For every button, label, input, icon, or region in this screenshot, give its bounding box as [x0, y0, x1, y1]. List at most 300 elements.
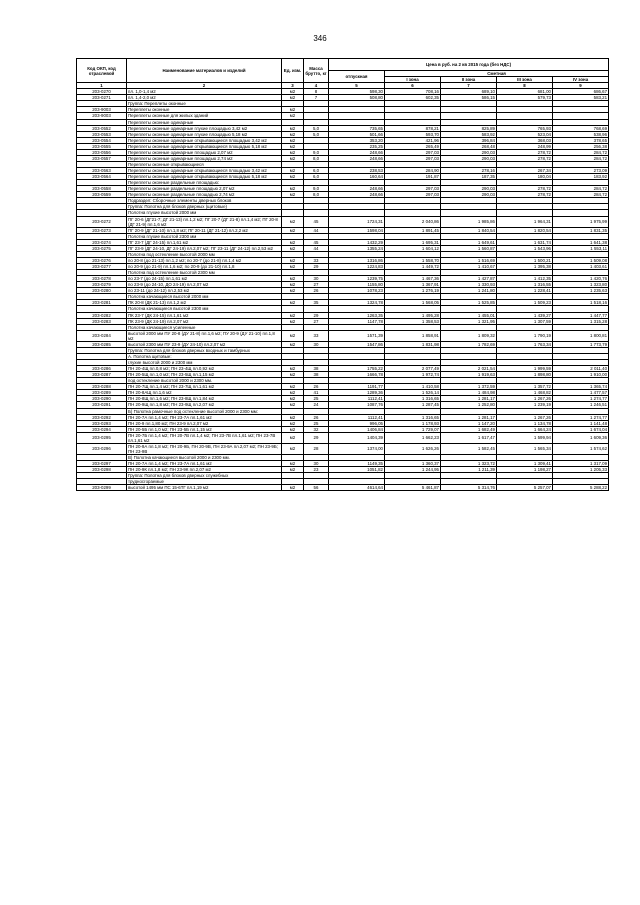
cell-zone-3: 278,72 — [497, 186, 553, 192]
cell-zone-1: 297,03 — [385, 149, 441, 155]
cell-zone-1: 1 244,95 — [385, 467, 441, 473]
cell-mass: 7 — [304, 95, 329, 101]
cell-name: ПН 20-7Щ пл.1,4 м2; ПН 23-7Щ пл.1,61 м2 — [127, 384, 282, 390]
cell-mass: 44 — [304, 245, 329, 251]
cell-zone-4: 284,72 — [553, 186, 609, 192]
cell-otpusknaya: 1051,82 — [329, 467, 385, 473]
cell-zone-1: 1 495,28 — [385, 312, 441, 318]
cell-zone-2: 290,03 — [441, 192, 497, 198]
cell-unit: м2 — [282, 420, 304, 426]
cell-zone-2: 1 840,54 — [441, 227, 497, 233]
cell-zone-1: 297,03 — [385, 155, 441, 161]
cell-zone-2: 5 314,76 — [441, 485, 497, 491]
cell-code: 203-0552 — [77, 125, 127, 131]
cell-unit: м2 — [282, 402, 304, 408]
cell-zone-3: 1 395,38 — [497, 264, 553, 270]
cell-name: Группа: Полотна для блоков дверных служебных — [127, 473, 282, 479]
cell-code: 203-0293 — [77, 420, 127, 426]
cell-mass: 45 — [304, 239, 329, 245]
cell-zone-4: 1 141,48 — [553, 420, 609, 426]
cell-code: 203-0555 — [77, 143, 127, 149]
cell-name: ПН 20-7А пл.1,4 м2; ПН 23-7А пл.1,61 м2 — [127, 414, 282, 420]
cell-zone-1: 1 316,65 — [385, 396, 441, 402]
cell-zone-4: 1 274,77 — [553, 414, 609, 420]
cell-name: ПГ 23-7 (ДГ 24-15) пл.1,61 м2 — [127, 239, 282, 245]
cell-zone-4: 538,96 — [553, 131, 609, 137]
cell-unit: м2 — [282, 113, 304, 119]
cell-zone-3: 1 316,55 — [497, 282, 553, 288]
cell-zone-2: 290,03 — [441, 155, 497, 161]
cell-unit: м2 — [282, 149, 304, 155]
cell-otpusknaya: 1112,41 — [329, 414, 385, 420]
cell-zone-2: 1 281,17 — [441, 396, 497, 402]
cell-zone-3: 1 543,96 — [497, 245, 553, 251]
cell-zone-2: 1 617,47 — [441, 432, 497, 443]
cell-zone-4: 284,72 — [553, 149, 609, 155]
cell-zone-3: 278,72 — [497, 192, 553, 198]
cell-name: ПК 20-8 (ДК 21-13) пл.1,2 м2 — [127, 300, 282, 306]
cell-name: глухие высотой 2000 и 2300 мм — [127, 360, 282, 366]
cell-code: 203-0289 — [77, 390, 127, 396]
cell-unit: м2 — [282, 288, 304, 294]
cell-zone-3: 1 307,59 — [497, 318, 553, 324]
cell-unit: м2 — [282, 330, 304, 341]
cell-otpusknaya: 1239,75 — [329, 276, 385, 282]
cell-name: В) Полотна качающиеся высотой 2000 и 2300 мм. — [127, 455, 282, 461]
cell-zone-1: 1 891,45 — [385, 227, 441, 233]
cell-zone-3: 1 357,72 — [497, 384, 553, 390]
cell-zone-1: 602,35 — [385, 95, 441, 101]
cell-zone-2: 268,48 — [441, 143, 497, 149]
cell-zone-4: 1 518,16 — [553, 300, 609, 306]
cell-otpusknaya: 1355,24 — [329, 245, 385, 251]
cell-otpusknaya: 1191,77 — [329, 384, 385, 390]
cell-zone-1: 593,70 — [385, 131, 441, 137]
cell-code: 203-0275 — [77, 245, 127, 251]
column-number: 7 — [441, 83, 497, 89]
cell-name: под остекление высотой 2000 и 2300 мм. — [127, 378, 282, 384]
cell-code: 203-0272 — [77, 216, 127, 227]
cell-code: 203-0273 — [77, 227, 127, 233]
cell-otpusknaya: 735,65 — [329, 125, 385, 131]
cell-zone-4: 273,09 — [553, 168, 609, 174]
cell-zone-1: 1 526,14 — [385, 390, 441, 396]
cell-mass: 23 — [304, 467, 329, 473]
cell-zone-4: 768,69 — [553, 125, 609, 131]
cell-unit: м2 — [282, 168, 304, 174]
cell-unit: м2 — [282, 257, 304, 263]
cell-name: ПН 20-5Щ пл.1,0 м2; ПН 23-5Щ пл.1,15 м2 — [127, 372, 282, 378]
column-number: 4 — [304, 83, 329, 89]
cell-zone-4: 1 910,00 — [553, 372, 609, 378]
cell-zone-1: 191,87 — [385, 174, 441, 180]
cell-zone-3: 1 439,27 — [497, 312, 553, 318]
column-number: 3 — [282, 83, 304, 89]
table-row — [77, 485, 609, 491]
cell-name: ПГ 20-6 (ДГ21-7; ДГ 21-13) пл.1,2 м2; ПГ 20-7 (ДГ 21-8) пл.1,4 м2; ПГ 20-8 (ДГ 21-9) пл.1,6 м2 — [127, 216, 282, 227]
cell-zone-1: 1 367,91 — [385, 282, 441, 288]
cell-otpusknaya: 1149,35 — [329, 461, 385, 467]
cell-zone-2: 586,15 — [441, 95, 497, 101]
cell-name: ПГ 23-9 (ДГ 24-10, ДГ 24-19) пл.2,07 м2; ПГ 23-11 (ДГ 24-12) пл.2,53 м2 — [127, 245, 282, 251]
cell-name: по 20-9 (до 21-9) пл.1,6 м2; по 20-9 (до 21-10) пл.1,8 — [127, 264, 282, 270]
cell-code: 203-0276 — [77, 257, 127, 263]
cell-zone-1: 1 858,91 — [385, 330, 441, 341]
cell-code: 203-0296 — [77, 443, 127, 454]
cell-unit: м2 — [282, 264, 304, 270]
cell-name: пл. 1,4-2,0 м2 — [127, 95, 282, 101]
cell-zone-1: 1 287,45 — [385, 402, 441, 408]
cell-zone-2: 1 782,69 — [441, 341, 497, 347]
header-smetnaya: Сметная — [385, 71, 609, 77]
cell-unit: м2 — [282, 186, 304, 192]
cell-unit: м2 — [282, 216, 304, 227]
cell-zone-4: 2 011,40 — [553, 366, 609, 372]
cell-unit: м2 — [282, 107, 304, 113]
cell-mass: 33 — [304, 330, 329, 341]
cell-code: 203-0274 — [77, 239, 127, 245]
cell-name: Переплеты оконные одинарные площадью 2,74 м2 — [127, 155, 282, 161]
cell-otpusknaya: 1571,39 — [329, 330, 385, 341]
cell-zone-1: 1 972,74 — [385, 372, 441, 378]
cell-zone-4: 1 317,09 — [553, 461, 609, 467]
cell-code: 203-0279 — [77, 282, 127, 288]
cell-zone-3: 1 267,26 — [497, 396, 553, 402]
cell-otpusknaya: 1087,76 — [329, 402, 385, 408]
cell-name: пл. 1,0-1,4 м2 — [127, 89, 282, 95]
header-name: Наименование материалов и изделий — [127, 59, 282, 83]
cell-zone-2: 1 281,17 — [441, 414, 497, 420]
cell-zone-4: 5 288,22 — [553, 485, 609, 491]
cell-otpusknaya: 248,66 — [329, 186, 385, 192]
cell-code: 203-0284 — [77, 330, 127, 341]
cell-mass: 38 — [304, 366, 329, 372]
cell-code: 203-0559 — [77, 192, 127, 198]
cell-zone-3: 1 763,34 — [497, 341, 553, 347]
cell-otpusknaya: 1224,83 — [329, 264, 385, 270]
cell-zone-4: 1 235,63 — [553, 288, 609, 294]
cell-code: 203-0282 — [77, 312, 127, 318]
cell-name: Полотна качающиеся усиленные — [127, 324, 282, 330]
cell-zone-3: 1 134,78 — [497, 420, 553, 426]
cell-zone-1: 1 568,05 — [385, 300, 441, 306]
cell-zone-1: 1 626,26 — [385, 443, 441, 454]
cell-name: Переплеты оконные одинарные глухие площадью 3,42 м2 — [127, 125, 282, 131]
cell-otpusknaya: 1432,29 — [329, 239, 385, 245]
cell-zone-1: 1 558,70 — [385, 257, 441, 263]
cell-name: Переплеты оконные — [127, 107, 282, 113]
cell-mass: 44 — [304, 227, 329, 233]
cell-name: ПН 20-7Б пл.1,4 м2; ПН 20-7В пл.1,4 м2; ПН 23-7В пл.1,61 м2; ПН 23-7В пл.1,61 м2 — [127, 432, 282, 443]
cell-zone-3: 1 631,74 — [497, 239, 553, 245]
cell-mass: 26 — [304, 414, 329, 420]
cell-zone-3: 5 257,07 — [497, 485, 553, 491]
cell-zone-3: 1 898,80 — [497, 372, 553, 378]
cell-name: Переплеты оконные раздельные площадью: — [127, 180, 282, 186]
cell-zone-1: 1 178,93 — [385, 420, 441, 426]
cell-zone-4: 1 773,79 — [553, 341, 609, 347]
cell-mass: 25 — [304, 396, 329, 402]
cell-zone-4: 1 447,77 — [553, 312, 609, 318]
cell-code: 203-0270 — [77, 89, 127, 95]
cell-name: ПН 20-9Щ пл.1,8 м2; ПН 23-9Щ пл.2,07 м2 — [127, 402, 282, 408]
cell-unit: м2 — [282, 414, 304, 420]
column-number: 5 — [329, 83, 385, 89]
cell-zone-2: 825,89 — [441, 125, 497, 131]
column-number: 2 — [127, 83, 282, 89]
cell-zone-4: 1 403,61 — [553, 264, 609, 270]
table-row — [77, 443, 609, 454]
cell-otpusknaya: 1404,39 — [329, 432, 385, 443]
cell-zone-3: 1 790,19 — [497, 330, 553, 341]
cell-zone-1: 2 040,86 — [385, 216, 441, 227]
cell-zone-4: 284,72 — [553, 155, 609, 161]
cell-zone-4: 1 420,76 — [553, 276, 609, 282]
cell-name: Полотна качающиеся высотой 2300 мм — [127, 306, 282, 312]
cell-unit: м2 — [282, 443, 304, 454]
cell-zone-2: 1 330,93 — [441, 282, 497, 288]
cell-name: ПН 20-9А пл.1,8 м2; ПН 20-9Б, ПН 20-9В, ПН 23-9А пл.2,07 м2; ПН 23-9Б; ПН 23-9В — [127, 443, 282, 454]
cell-unit: м2 — [282, 155, 304, 161]
cell-zone-4: 1 574,62 — [553, 443, 609, 454]
cell-zone-4: 686,67 — [553, 89, 609, 95]
cell-name: Переплеты оконные открывающиеся — [127, 161, 282, 167]
cell-zone-2: 1 560,87 — [441, 245, 497, 251]
cell-zone-3: 368,03 — [497, 137, 553, 143]
cell-name: высотой 2000 мм ПУ 20-8 (ДУ 21-8) пл.1,6 м2; ПУ 20-9 (ДУ 21-10) пл.1,8 м2 — [127, 330, 282, 341]
cell-zone-3: 248,99 — [497, 143, 553, 149]
cell-zone-2: 1 525,85 — [441, 300, 497, 306]
cell-otpusknaya: 996,05 — [329, 420, 385, 426]
cell-name: Переплеты оконные одинарные — [127, 119, 282, 125]
cell-mass: 41 — [304, 390, 329, 396]
cell-zone-3: 1 599,94 — [497, 432, 553, 443]
cell-code: 203-0287 — [77, 372, 127, 378]
cell-name: Переплеты оконные раздельные площадью 2,74 м2 — [127, 192, 282, 198]
cell-zone-1: 878,21 — [385, 125, 441, 131]
cell-name: Б) Полотна рамочные под остекление высотой 2000 и 2300 мм: — [127, 408, 282, 414]
cell-zone-1: 265,49 — [385, 143, 441, 149]
cell-otpusknaya: 598,30 — [329, 89, 385, 95]
cell-zone-3: 180,04 — [497, 174, 553, 180]
cell-code: 203-0292 — [77, 414, 127, 420]
cell-name: ПК 23-7 (ДК 24-15) пл.1,61 м2 — [127, 312, 282, 318]
cell-zone-1: 1 276,19 — [385, 288, 441, 294]
price-table — [76, 58, 609, 491]
cell-name: ПК 23-9 (ДК 24-19) пл.2,07 м2 — [127, 318, 282, 324]
cell-name: Переплеты оконные одинарные открывающиеся площадью 5,18 м2 — [127, 174, 282, 180]
cell-zone-2: 1 682,49 — [441, 426, 497, 432]
header-zone-2: II зона — [441, 77, 497, 83]
cell-zone-2: 1 372,59 — [441, 384, 497, 390]
cell-code: 203-0297 — [77, 461, 127, 467]
cell-zone-4: 583,21 — [553, 95, 609, 101]
cell-zone-1: 1 662,23 — [385, 432, 441, 443]
cell-code: 203-0564 — [77, 174, 127, 180]
column-number: 1 — [77, 83, 127, 89]
cell-unit: м2 — [282, 276, 304, 282]
cell-zone-4: 256,38 — [553, 143, 609, 149]
cell-zone-3: 1 565,34 — [497, 443, 553, 454]
cell-mass: 24 — [304, 402, 329, 408]
cell-code: 203-0278 — [77, 276, 127, 282]
cell-mass: 30 — [304, 461, 329, 467]
cell-zone-2: 1 323,72 — [441, 461, 497, 467]
cell-zone-1: 1 316,65 — [385, 414, 441, 420]
cell-zone-1: 1 831,98 — [385, 341, 441, 347]
cell-code: 203-0553 — [77, 131, 127, 137]
cell-code: 203-0271 — [77, 95, 127, 101]
cell-zone-1: 421,96 — [385, 137, 441, 143]
header-mass: Масса брутто, кг — [304, 59, 329, 83]
cell-otpusknaya: 1755,22 — [329, 366, 385, 372]
cell-zone-2: 1 427,87 — [441, 276, 497, 282]
cell-zone-4: 1 553,11 — [553, 245, 609, 251]
table-row — [77, 330, 609, 341]
cell-otpusknaya: 508,80 — [329, 95, 385, 101]
cell-otpusknaya: 238,53 — [329, 168, 385, 174]
cell-mass: 32 — [304, 426, 329, 432]
column-number: 9 — [553, 83, 609, 89]
cell-unit: м2 — [282, 341, 304, 347]
cell-mass: 25 — [304, 420, 329, 426]
cell-mass: 45 — [304, 216, 329, 227]
cell-name: Переплеты оконные одинарные открывающиеся площадью 5,18 м2 — [127, 143, 282, 149]
cell-zone-3: 1 412,35 — [497, 276, 553, 282]
cell-mass: 29 — [304, 264, 329, 270]
cell-code: 203-0291 — [77, 402, 127, 408]
cell-code: 203-0285 — [77, 341, 127, 347]
cell-zone-3: 1 964,31 — [497, 216, 553, 227]
table-header — [77, 59, 609, 89]
cell-mass: 26 — [304, 288, 329, 294]
cell-code: 203-0557 — [77, 155, 127, 161]
cell-name: ПН 20-7А пл.1,4 м2; ПН 23-7А пл.1,61 м2 — [127, 461, 282, 467]
cell-zone-3: 523,04 — [497, 131, 553, 137]
table-row — [77, 216, 609, 227]
cell-zone-2: 1 919,63 — [441, 372, 497, 378]
cell-zone-4: 183,92 — [553, 174, 609, 180]
cell-unit: м2 — [282, 426, 304, 432]
cell-unit: м2 — [282, 174, 304, 180]
cell-otpusknaya: 1316,86 — [329, 257, 385, 263]
cell-zone-4: 1 477,57 — [553, 390, 609, 396]
cell-unit: м2 — [282, 461, 304, 467]
cell-name: высотой 2300 мм ПУ 23-9 (ДУ 24-10) пл.2,07 м2 — [127, 341, 282, 347]
cell-otpusknaya: 1112,41 — [329, 396, 385, 402]
cell-zone-2: 2 021,54 — [441, 366, 497, 372]
cell-zone-2: 1 809,32 — [441, 330, 497, 341]
cell-name: Группа: Полотна для блоков дверных входных и тамбурных — [127, 347, 282, 353]
header-zone-4: IV зона — [553, 77, 609, 83]
cell-code: 203-0277 — [77, 264, 127, 270]
cell-code: 203-0563 — [77, 168, 127, 174]
cell-code: 203-0554 — [77, 137, 127, 143]
cell-zone-2: 1 252,80 — [441, 402, 497, 408]
table-row — [77, 432, 609, 443]
cell-zone-2: 290,03 — [441, 186, 497, 192]
cell-zone-1: 297,03 — [385, 186, 441, 192]
cell-mass: 9,0 — [304, 149, 329, 155]
cell-code: 203-0295 — [77, 432, 127, 443]
cell-unit: м2 — [282, 467, 304, 473]
cell-otpusknaya: 248,66 — [329, 149, 385, 155]
cell-zone-4: 1 274,77 — [553, 396, 609, 402]
cell-otpusknaya: 4614,64 — [329, 485, 385, 491]
cell-mass: 33 — [304, 257, 329, 263]
cell-name: высотой 1495 мм ПС 15-6ТГ пл.1,19 м2 — [127, 485, 282, 491]
cell-unit: м2 — [282, 95, 304, 101]
cell-otpusknaya: 235,25 — [329, 143, 385, 149]
cell-unit: м2 — [282, 143, 304, 149]
cell-unit: м2 — [282, 239, 304, 245]
cell-zone-2: 1 455,01 — [441, 312, 497, 318]
cell-zone-3: 1 267,26 — [497, 414, 553, 420]
cell-zone-2: 187,35 — [441, 174, 497, 180]
cell-otpusknaya: 1374,00 — [329, 443, 385, 454]
cell-zone-1: 1 467,36 — [385, 276, 441, 282]
cell-zone-2: 1 241,80 — [441, 288, 497, 294]
cell-zone-3: 579,73 — [497, 95, 553, 101]
cell-code: 203-9003 — [77, 113, 127, 119]
cell-zone-3: 1 820,54 — [497, 227, 553, 233]
cell-unit: м2 — [282, 318, 304, 324]
cell-unit: м2 — [282, 312, 304, 318]
cell-unit: м2 — [282, 89, 304, 95]
cell-zone-1: 5 461,87 — [385, 485, 441, 491]
cell-unit: м2 — [282, 396, 304, 402]
cell-zone-3: 1 228,41 — [497, 288, 553, 294]
cell-zone-4: 1 831,35 — [553, 227, 609, 233]
cell-zone-1: 2 077,49 — [385, 366, 441, 372]
cell-name: ПН 20-9 пл.1,80 м2; ПН 23-9 пл.2,07 м2 — [127, 420, 282, 426]
cell-zone-4: 1 800,81 — [553, 330, 609, 341]
cell-code: 203-0286 — [77, 366, 127, 372]
cell-mass: 28 — [304, 443, 329, 454]
cell-otpusknaya: 1666,78 — [329, 372, 385, 378]
page-number: 346 — [313, 34, 327, 43]
cell-name: А. Полотна щитовые: — [127, 353, 282, 359]
cell-otpusknaya: 1598,04 — [329, 227, 385, 233]
cell-name: по 23-7 (до 24-15) пл.1,61 м2 — [127, 276, 282, 282]
cell-zone-2: 1 582,45 — [441, 443, 497, 454]
cell-code: 203-0280 — [77, 288, 127, 294]
cell-mass: 38 — [304, 372, 329, 378]
cell-zone-2: 583,92 — [441, 131, 497, 137]
cell-zone-2: 1 321,95 — [441, 318, 497, 324]
cell-name: ПН 20-8АЩ пл.1,6 м2 — [127, 390, 282, 396]
cell-otpusknaya: 160,64 — [329, 174, 385, 180]
cell-code: 203-0283 — [77, 318, 127, 324]
cell-zone-2: 1 649,61 — [441, 239, 497, 245]
cell-zone-1: 284,90 — [385, 168, 441, 174]
cell-name: ПН 20-5Б пл.1,0 м2; ПН 23-5Б пл.1,15 м2 — [127, 426, 282, 432]
cell-zone-2: 689,10 — [441, 89, 497, 95]
cell-unit: м2 — [282, 485, 304, 491]
cell-zone-4: 1 509,08 — [553, 257, 609, 263]
header-price: Цена в руб. на 2 кв 2015 года (без НДС) — [329, 59, 609, 71]
column-number: 6 — [385, 83, 441, 89]
cell-name: по 23-9 (до 24-10, ДО 24-19) пл.2,07 м2 — [127, 282, 282, 288]
cell-unit: м2 — [282, 282, 304, 288]
cell-mass: 29 — [304, 432, 329, 443]
cell-name: Переплеты оконные раздельные площадью 2,07 м2 — [127, 186, 282, 192]
cell-code: 203-0290 — [77, 396, 127, 402]
cell-zone-2: 396,84 — [441, 137, 497, 143]
cell-zone-2: 290,03 — [441, 149, 497, 155]
column-number: 8 — [497, 83, 553, 89]
cell-name: по 23-11 (до 24-12) пл.2,53 м2 — [127, 288, 282, 294]
